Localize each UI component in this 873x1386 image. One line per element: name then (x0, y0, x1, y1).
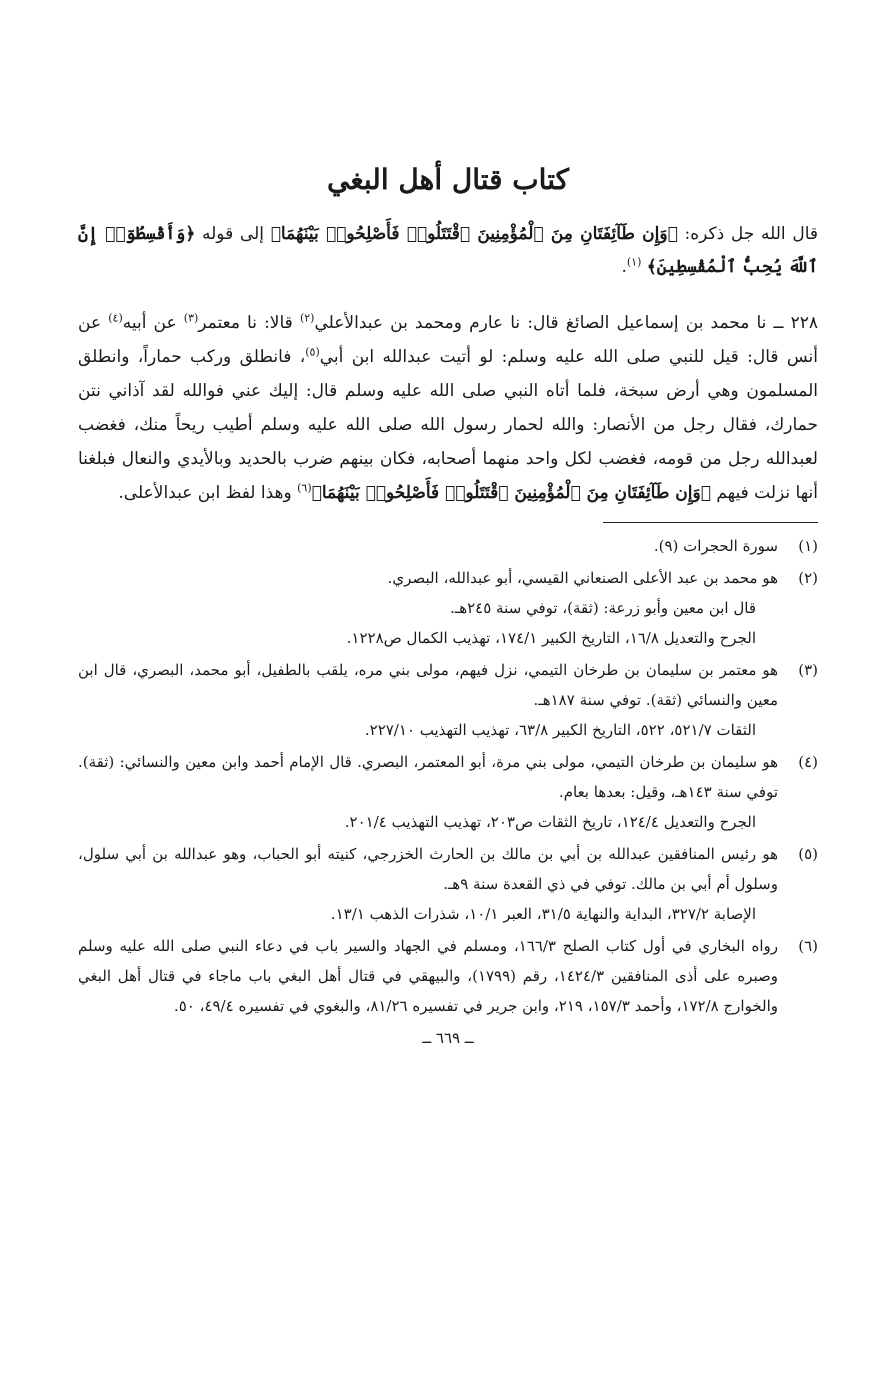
hadith-part-1: ٢٢٨ ــ نا محمد بن إسماعيل الصائغ قال: نا عارم ومحمد بن عبدالأعلي (314, 313, 819, 333)
footnote-ref-6: (٦) (297, 481, 312, 495)
quran-verse-2: ﴿وَأَقْسِطُوٓا۟ إِنَّ ٱللَّهَ يُحِبُّ ٱلْمُقْسِطِينَ﴾ (78, 224, 818, 277)
footnote-text: هو رئيس المنافقين عبدالله بن أبي بن مالك بن الحارث الخزرجي، كنيته أبو الحباب، وهو عبدالله بن أبي سلول، وسلول أم أبي بن مالك. توفي في ذي القعدة سنة ٩هـ. (78, 845, 778, 893)
footnote-body (78, 531, 778, 561)
intro-tail: . (621, 257, 627, 277)
footnote-sources: الجرح والتعديل ١٢٤/٤، تاريخ الثقات ص٢٠٣، تهذيب التهذيب ٢٠١/٤. (344, 813, 756, 831)
footnote-item (78, 839, 818, 929)
hadith-part-3: عن أبيه (122, 313, 177, 333)
footnote-body (78, 931, 778, 1021)
footnote-body (78, 839, 778, 929)
quran-verse-3: ﴿وَإِن طَآئِفَتَانِ مِنَ ٱلْمُؤْمِنِينَ ٱقْتَتَلُوا۟ فَأَصْلِحُوا۟ بَيْنَهُمَا﴾ (311, 483, 711, 503)
footnote-text: هو محمد بن عبد الأعلى الصنعاني القيسي، أبو عبدالله، البصري. (387, 569, 778, 587)
page-number: ــ ٦٦٩ ــ (422, 1029, 474, 1047)
quran-verse-1: ﴿وَإِن طَآئِفَتَانِ مِنَ ٱلْمُؤْمِنِينَ ٱقْتَتَلُوا۟ فَأَصْلِحُوا۟ بَيْنَهُمَا﴾ (270, 224, 678, 244)
footnote-body (78, 563, 778, 653)
footnote-body (78, 655, 778, 745)
footnote-ref-2: (٢) (299, 311, 315, 325)
footnote-number: (٣) (798, 661, 818, 679)
footnote-item (78, 531, 818, 561)
footnote-item (78, 563, 818, 653)
hadith-part-6: وهذا لفظ ابن عبدالأعلى. (118, 483, 292, 503)
footnote-text: هو سليمان بن طرخان التيمي، مولى بني مرة، أبو المعتمر، البصري. قال الإمام أحمد وابن معين والنسائي: (ثقة). توفي سنة ١٤٣هـ، وقيل: بعدها بعام. (78, 753, 778, 801)
hadith-part-5: ، فانطلق وركب حماراً، وانطلق المسلمون وهي أرض سبخة، فلما أتاه النبي صلى الله عليه وسلم قال: إليك عني فوالله لقد آذاني نتن حمارك، فقال رجل من الأنصار: والله لحمار رسول الله صلى الله عليه وسلم أطيب ريحاً منك، فغضب لعبدالله رجل من قومه، فغضب لكل واحد منهما أصحابه، فكان بينهم ضرب بالحديد وبالأيدي والنعال فبلغنا أنها نزلت فيهم (78, 347, 818, 503)
footnote-sources: الإصابة ٣٢٧/٢، البداية والنهاية ٣١/٥، العبر ١٠/١، شذرات الذهب ١٣/١. (330, 905, 756, 923)
chapter-title: كتاب قتال أهل البغي (327, 163, 569, 196)
footnote-text: سورة الحجرات (٩). (653, 537, 778, 555)
hadith-part-4: عن أنس قال: قيل للنبي صلى الله عليه وسلم: لو أتيت عبدالله ابن أبي (78, 313, 818, 367)
footnote-sources: الجرح والتعديل ١٦/٨، التاريخ الكبير ١٧٤/١، تهذيب الكمال ص١٢٢٨. (346, 629, 756, 647)
footnote-divider (603, 522, 818, 523)
footnote-ref-3: (٣) (183, 311, 199, 325)
footnote-text: رواه البخاري في أول كتاب الصلح ١٦٦/٣، ومسلم في الجهاد والسير باب في دعاء النبي صلى الله عليه وسلم وصبره على أذى المنافقين ١٤٢٤/٣، رقم (١٧٩٩)، والبيهقي في قتال أهل البغي باب ماجاء في قتال أهل البغي والخوارج ١٧٢/٨، وأحمد ١٥٧/٣، ٢١٩، وابن جرير في تفسيره ٨١/٢٦، والبغوي في تفسيره ٤٩/٤، ٥٠. (78, 937, 779, 1015)
footnote-number: (٦) (798, 937, 818, 955)
hadith-part-2: قالا: نا معتمر (198, 313, 293, 333)
footnote-body (78, 747, 778, 837)
footnote-number: (٢) (798, 569, 818, 587)
book-page (78, 160, 818, 1051)
footnote-number: (٥) (798, 845, 818, 863)
footnote-sources: الثقات ٥٢١/٧، ٥٢٢، التاريخ الكبير ٦٣/٨، تهذيب التهذيب ٢٢٧/١٠. (364, 721, 756, 739)
intro-paragraph (78, 218, 818, 284)
footnote-ref-1: (١) (626, 255, 642, 269)
footnote-number: (١) (798, 537, 818, 555)
footnote-ref-5: (٥) (305, 345, 320, 359)
footnote-text: هو معتمر بن سليمان بن طرخان التيمي، نزل فيهم، مولى بني مره، يلقب بالطفيل، أبو محمد، البصري، قال ابن معين والنسائي (ثقة). توفي سنة ١٨٧هـ. (78, 661, 778, 709)
footnote-subline: قال ابن معين وأبو زرعة: (ثقة)، توفي سنة ٢٤٥هـ. (450, 599, 756, 617)
footnote-item (78, 655, 818, 745)
footnote-item (78, 747, 818, 837)
footnote-number: (٤) (798, 753, 818, 771)
intro-lead: قال الله جل ذكره: (684, 224, 819, 244)
footnote-item (78, 931, 818, 1021)
intro-middle: إلى قوله (202, 224, 264, 244)
footnotes-section (78, 531, 818, 1021)
footnote-ref-4: (٤) (108, 311, 123, 325)
hadith-paragraph (78, 306, 818, 510)
